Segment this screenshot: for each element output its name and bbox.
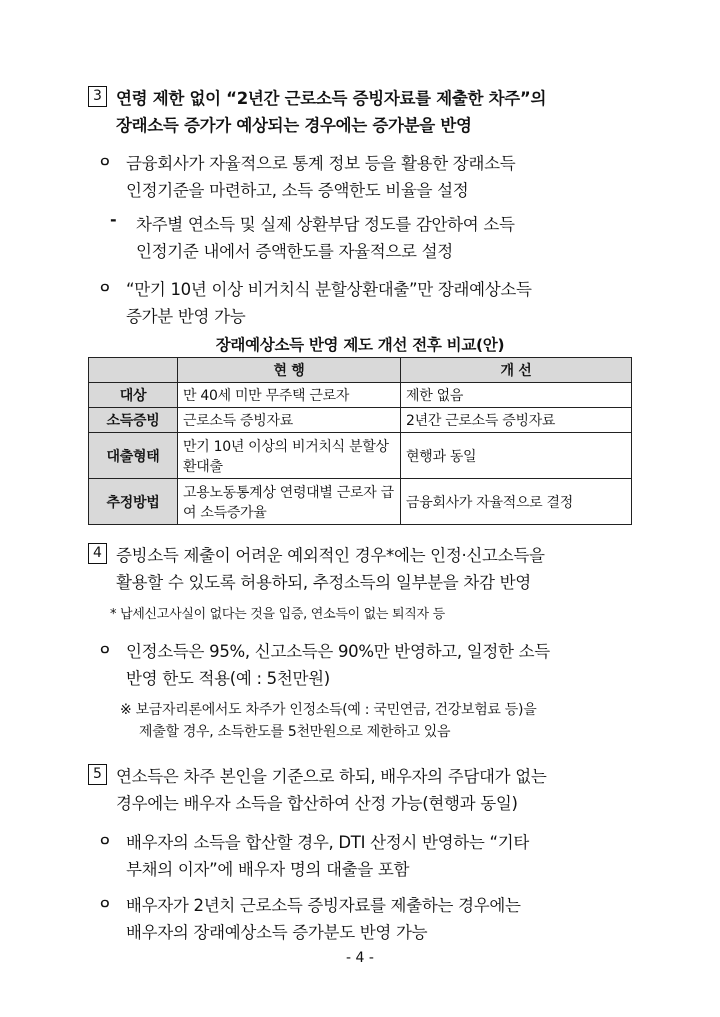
section4-bullet1-line1: 인정소득은 95%, 신고소득은 90%만 반영하고, 일정한 소득 (126, 642, 550, 661)
row-label: 대상 (89, 383, 178, 408)
row-label: 추정방법 (89, 479, 178, 525)
table-row (89, 383, 632, 408)
section5-bullet1-line2: 부채의 이자”에 배우자 명의 대출을 포함 (126, 860, 410, 879)
section3-heading-line1: 연령 제한 없이 “2년간 근로소득 증빙자료를 제출한 차주”의 (116, 89, 547, 108)
section3-dash1-line2: 인정기준 내에서 증액한도를 자율적으로 설정 (136, 242, 453, 261)
table-header-cell: 현 행 (178, 358, 401, 383)
row-label: 대출형태 (89, 433, 178, 479)
bullet-symbol: ㅇ (98, 155, 112, 171)
table-header-cell: 개 선 (401, 358, 632, 383)
bullet-symbol: ㅇ (98, 834, 112, 850)
section3-heading-line2: 장래소득 증가가 예상되는 경우에는 증가분을 반영 (116, 116, 472, 135)
comparison-table (88, 357, 632, 525)
section5-bullet1-line1: 배우자의 소득을 합산할 경우, DTI 산정시 반영하는 “기타 (126, 833, 529, 852)
section5-bullet2-line1: 배우자가 2년치 근로소득 증빙자료를 제출하는 경우에는 (126, 896, 521, 915)
current-cell: 만기 10년 이상의 비거치식 분할상환대출 (178, 433, 401, 479)
dash-symbol: - (110, 210, 117, 229)
section3-bullet2-line2: 증가분 반영 가능 (126, 307, 246, 326)
section4-heading-line2: 활용할 수 있도록 허용하되, 추정소득의 일부분을 차감 반영 (116, 573, 531, 592)
section4-heading-line1: 증빙소득 제출이 어려운 예외적인 경우*에는 인정·신고소득을 (116, 546, 545, 565)
table-title: 장래예상소득 반영 제도 개선 전후 비교(안) (215, 336, 505, 354)
table-row (89, 408, 632, 433)
current-cell: 고용노동통계상 연령대별 근로자 급여 소득증가율 (178, 479, 401, 525)
section4-note-line1: ※ 보금자리론에서도 차주가 인정소득(예 : 국민연금, 건강보험료 등)을 (120, 702, 537, 718)
section-number-box: 3 (88, 86, 107, 107)
section4-note-line2: 제출할 경우, 소득한도를 5천만원으로 제한하고 있음 (139, 724, 451, 740)
table-row (89, 479, 632, 525)
section5-heading-line2: 경우에는 배우자 소득을 합산하여 산정 가능(현행과 동일) (116, 794, 518, 813)
page-number: - 4 - (346, 950, 374, 966)
section4-bullet1-line2: 반영 한도 적용(예 : 5천만원) (126, 669, 330, 688)
section5-bullet2-line2: 배우자의 장래예상소득 증가분도 반영 가능 (126, 923, 428, 942)
section4-footnote: * 납세신고사실이 없다는 것을 입증, 연소득이 없는 퇴직자 등 (110, 607, 445, 622)
section-number-box: 5 (88, 764, 107, 785)
section3-dash1-line1: 차주별 연소득 및 실제 상환부담 정도를 감안하여 소득 (136, 215, 515, 234)
current-cell: 근로소득 증빙자료 (178, 408, 401, 433)
improved-cell: 현행과 동일 (401, 433, 632, 479)
section3-bullet2-line1: “만기 10년 이상 비거치식 분할상환대출”만 장래예상소득 (126, 280, 532, 299)
section-number-box: 4 (88, 543, 107, 564)
bullet-symbol: ㅇ (98, 643, 112, 659)
current-cell: 만 40세 미만 무주택 근로자 (178, 383, 401, 408)
bullet-symbol: ㅇ (98, 897, 112, 913)
table-header-cell (89, 358, 178, 383)
section5-heading-line1: 연소득은 차주 본인을 기준으로 하되, 배우자의 주담대가 없는 (116, 767, 547, 786)
section3-bullet1-line2: 인정기준을 마련하고, 소득 증액한도 비율을 설정 (126, 181, 469, 200)
improved-cell: 제한 없음 (401, 383, 632, 408)
section3-bullet1-line1: 금융회사가 자율적으로 통계 정보 등을 활용한 장래소득 (126, 154, 516, 173)
table-header-row (89, 358, 632, 383)
improved-cell: 금융회사가 자율적으로 결정 (401, 479, 632, 525)
table-row (89, 433, 632, 479)
row-label: 소득증빙 (89, 408, 178, 433)
improved-cell: 2년간 근로소득 증빙자료 (401, 408, 632, 433)
bullet-symbol: ㅇ (98, 281, 112, 297)
